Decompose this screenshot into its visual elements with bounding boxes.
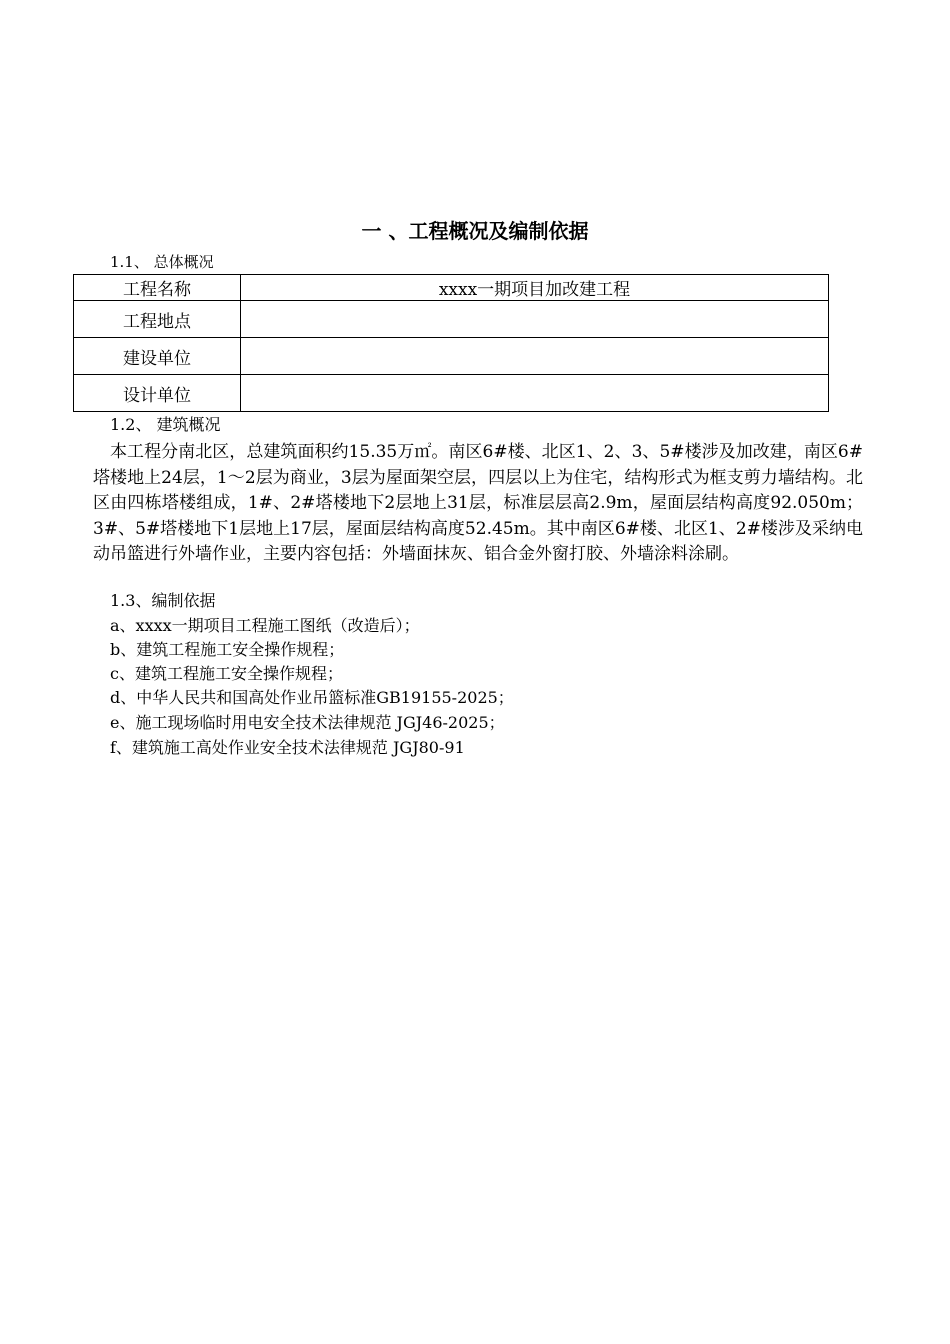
list-item: a、xxxx一期项目工程施工图纸（改造后）； — [110, 616, 420, 635]
section-2-heading: 1.2、 建筑概况 — [110, 415, 221, 434]
row-label: 工程地点 — [74, 301, 241, 338]
table-row — [74, 375, 829, 412]
section-3-heading: 1.3、编制依据 — [110, 591, 216, 610]
row-value: xxxx一期项目加改建工程 — [241, 275, 829, 301]
table-row — [74, 338, 829, 375]
page-title: 一 、工程概况及编制依据 — [361, 219, 589, 243]
row-value — [241, 338, 829, 375]
project-info-table — [73, 274, 829, 412]
row-value — [241, 375, 829, 412]
section-1-heading: 1.1、 总体概况 — [110, 253, 214, 271]
list-item: b、建筑工程施工安全操作规程； — [110, 640, 345, 659]
row-label: 建设单位 — [74, 338, 241, 375]
table-row — [74, 301, 829, 338]
list-item: d、中华人民共和国高处作业吊篮标准GB19155-2025； — [110, 688, 514, 707]
building-overview-paragraph: 本工程分南北区，总建筑面积约15.35万㎡。南区6#楼、北区1、2、3、5#楼涉及加改建，南区6#塔楼地上24层，1～2层为商业，3层为屋面架空层，四层以上为住宅，结构形式为框支剪力墙结构。北区由四栋塔楼组成，1#、2#塔楼地下2层地上31层，标准层层高2.9m，屋面层结构高度92.050m；3#、5#塔楼地下1层地上17层，屋面层结构高度52.45m。其中南区6#楼、北区1、2#楼涉及采纳电动吊篮进行外墙作业，主要内容包括：外墙面抹灰、铝合金外窗打胶、外墙涂料涂刷。 — [93, 442, 863, 564]
row-label: 工程名称 — [74, 275, 241, 301]
row-value — [241, 301, 829, 338]
list-item: c、建筑工程施工安全操作规程； — [110, 664, 343, 683]
list-item: f、建筑施工高处作业安全技术法律规范 JGJ80-91 — [110, 738, 465, 757]
list-item: e、施工现场临时用电安全技术法律规范 JGJ46-2025； — [110, 713, 505, 732]
table-row — [74, 275, 829, 301]
row-label: 设计单位 — [74, 375, 241, 412]
